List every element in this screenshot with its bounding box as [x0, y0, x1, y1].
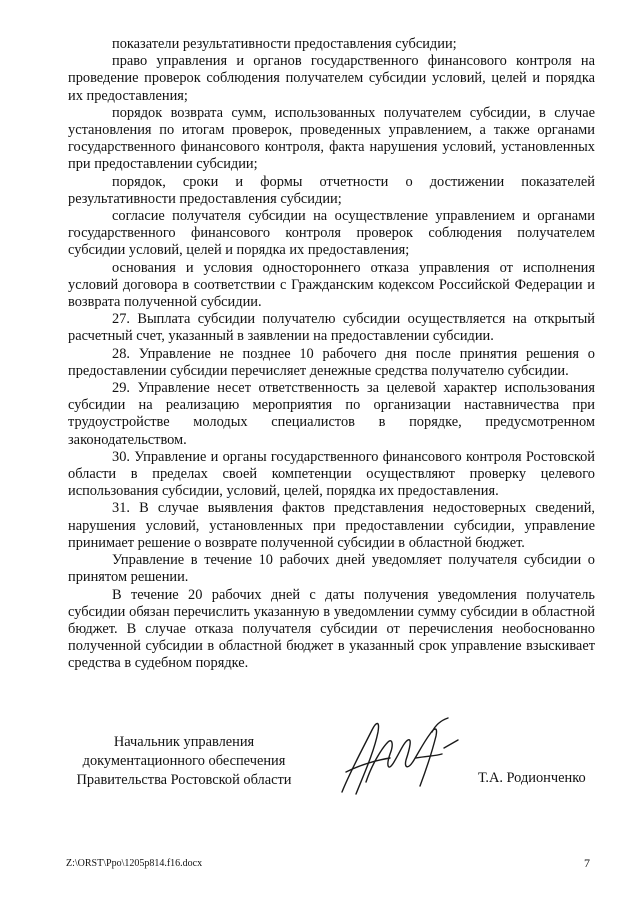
- signer-name: Т.А. Родионченко: [478, 770, 586, 786]
- signer-title-line: Начальник управления: [113, 734, 255, 750]
- paragraph: В течение 20 рабочих дней с даты получения уведомления получатель субсидии обязан перечислить указанную в уведомлении сумму субсидии в областной бюджет. В случае отказа получателя субсидии от перечисления необоснованно полученной субсидии в областной бюджет в указанный срок управление взыскивает средства в судебном порядке.: [68, 586, 595, 672]
- paragraph: 27. Выплата субсидии получателю субсидии осуществляется на открытый расчетный счет, указанный в заявлении на предоставлении субсидии.: [68, 311, 595, 345]
- paragraph: 29. Управление несет ответственность за целевой характер использования субсидии на реализацию мероприятия по организации наставничества при трудоустройстве молодых специалистов в порядке, предусмотренном законодательством.: [68, 380, 595, 448]
- paragraph: порядок возврата сумм, использованных получателем субсидии, в случае установления по итогам проверок, проведенных управлением, а также органами государственного финансового контроля, факта нарушения условий, установленных при предоставлении субсидии;: [68, 104, 595, 173]
- handwritten-signature: [332, 712, 466, 804]
- page-number: 7: [584, 856, 590, 870]
- paragraph: 31. В случае выявления фактов представления недостоверных сведений, нарушения условий, установленных при предоставлении субсидии, управление принимает решение о возврате полученной субсидии в областной бюджет.: [68, 500, 595, 551]
- paragraph: 30. Управление и органы государственного финансового контроля Ростовской области в пределах своей компетенции осуществляют проверку целевого использования субсидии, условий, целей, порядка их предоставления.: [68, 448, 595, 500]
- paragraph: 28. Управление не позднее 10 рабочего дня после принятия решения о предоставлении субсидии перечисляет денежные средства получателю субсидии.: [68, 345, 595, 379]
- paragraph: согласие получателя субсидии на осуществление управлением и органами государственного финансового контроля проверок соблюдения получателем субсидии условий, целей и порядка их предоставления;: [68, 208, 595, 259]
- paragraph: Управление в течение 10 рабочих дней уведомляет получателя субсидии о принятом решении.: [68, 552, 595, 586]
- document-body: [68, 36, 595, 673]
- signer-title-block: [60, 733, 308, 790]
- paragraph: право управления и органов государственного финансового контроля на проведение проверок соблюдения получателем субсидии условий, целей и порядка их предоставления;: [68, 53, 595, 104]
- paragraph: показатели результативности предоставления субсидии;: [112, 36, 457, 52]
- paragraph: основания и условия одностороннего отказа управления от исполнения условий договора в соответствии с Гражданским кодексом Российской Федерации и возврата полученной субсидии.: [68, 259, 595, 311]
- signer-title-line: Правительства Ростовской области: [76, 772, 292, 788]
- paragraph: порядок, сроки и формы отчетности о достижении показателей результативности предоставления субсидии;: [68, 173, 595, 207]
- file-path-footer: Z:\ORST\Ppo\1205p814.f16.docx: [66, 858, 203, 869]
- signer-title-line: документационного обеспечения: [82, 753, 286, 769]
